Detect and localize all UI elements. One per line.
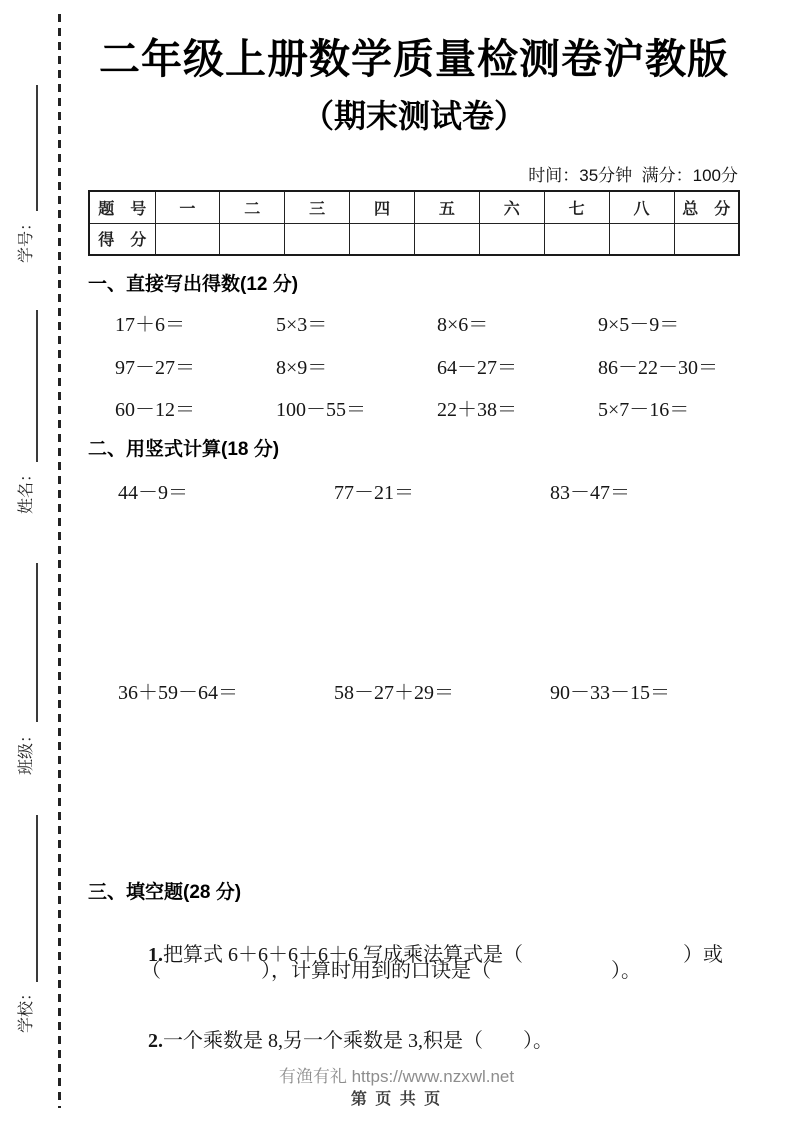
score-table-score-row (89, 223, 739, 255)
question-number-header: 题 号 (89, 191, 155, 223)
score-cell (415, 223, 480, 255)
question-2-text: 一个乘数是 8,另一个乘数是 3,积是（ ）。 (163, 1030, 553, 1052)
section2-heading: 二、用竖式计算(18 分) (88, 439, 280, 460)
problem: 8×9＝ (276, 357, 328, 379)
section1-heading: 一、直接写出得数(12 分) (88, 274, 299, 295)
student-name-write-line (36, 310, 38, 462)
problem: 100－55＝ (276, 399, 366, 421)
problem: 60－12＝ (115, 399, 195, 421)
student-id-label: 学号： (18, 215, 35, 264)
school-write-line (36, 815, 38, 982)
col-header-4: 四 (350, 191, 415, 223)
student-id-write-line (36, 85, 38, 211)
score-cell (350, 223, 415, 255)
col-header-total: 总 分 (674, 191, 739, 223)
student-name-label: 姓名： (18, 466, 35, 515)
problem: 90－33－15＝ (550, 682, 670, 704)
score-cell (544, 223, 609, 255)
question-1-line-2: （ ），计算时用到的口诀是（ ）。 (141, 960, 641, 982)
col-header-1: 一 (155, 191, 220, 223)
score-cell (479, 223, 544, 255)
problem: 77－21＝ (334, 482, 414, 504)
col-header-6: 六 (479, 191, 544, 223)
problem: 44－9＝ (118, 482, 188, 504)
class-label: 班级： (18, 727, 35, 776)
exam-subtitle: （期末测试卷） (301, 98, 526, 134)
problem: 22＋38＝ (437, 399, 517, 421)
col-header-7: 七 (544, 191, 609, 223)
question-1-text: 把算式 6＋6＋6＋6＋6 写成乘法算式是（ ）或 (163, 944, 723, 966)
page-number-text: 第 页 共 页 (350, 1091, 443, 1108)
class-write-line (36, 563, 38, 722)
problem: 86－22－30＝ (598, 357, 718, 379)
exam-content (88, 0, 740, 1122)
col-header-3: 三 (285, 191, 350, 223)
score-cell (155, 223, 220, 255)
section2-row1 (88, 476, 740, 505)
problem: 64－27＝ (437, 357, 517, 379)
time-and-score-info: 时间：35分钟 满分：100分 (528, 166, 738, 185)
question-1-number: 1. (148, 944, 163, 966)
section1-row2 (88, 351, 740, 380)
problem: 8×6＝ (437, 314, 489, 336)
col-header-2: 二 (220, 191, 285, 223)
score-table (88, 190, 740, 256)
watermark-site-text: 有渔有礼 https://www.nzxwl.net (278, 1067, 515, 1086)
col-header-5: 五 (415, 191, 480, 223)
exam-title: 二年级上册数学质量检测卷沪教版 (99, 36, 729, 82)
problem: 83－47＝ (550, 482, 630, 504)
question-2-number: 2. (148, 1030, 163, 1052)
problem: 97－27＝ (115, 357, 195, 379)
problem: 5×7－16＝ (598, 399, 690, 421)
col-header-8: 八 (609, 191, 674, 223)
problem: 5×3＝ (276, 314, 328, 336)
problem: 58－27＋29＝ (334, 682, 454, 704)
section2-row2 (88, 676, 740, 705)
score-row-label: 得 分 (89, 223, 155, 255)
problem: 9×5－9＝ (598, 314, 680, 336)
problem: 36＋59－64＝ (118, 682, 238, 704)
score-cell (609, 223, 674, 255)
score-cell (674, 223, 739, 255)
binding-dashed-line (58, 14, 61, 1108)
problem: 17＋6＝ (115, 314, 185, 336)
score-cell (285, 223, 350, 255)
school-label: 学校： (18, 985, 35, 1034)
section1-row3 (88, 393, 740, 422)
score-table-header-row (89, 191, 739, 223)
score-cell (220, 223, 285, 255)
section1-row1 (88, 308, 740, 337)
section3-heading: 三、填空题(28 分) (88, 882, 242, 903)
